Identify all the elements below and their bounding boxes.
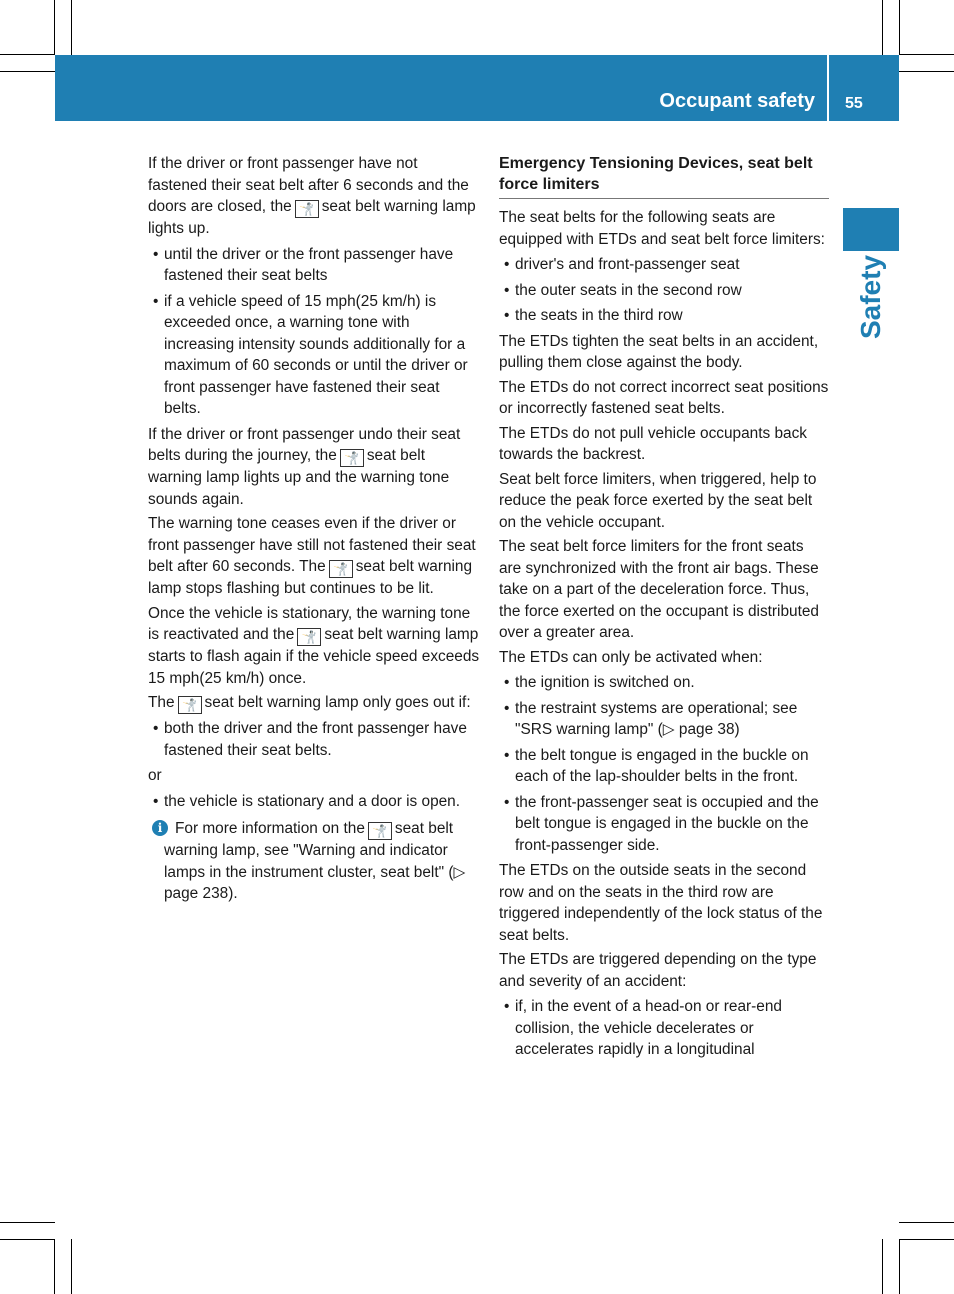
bullet-list [148,791,480,813]
seat-belt-warning-icon: 🤺 [340,449,364,467]
crop-mark [882,1239,883,1294]
page-reference-link[interactable]: page 38) [674,721,740,738]
crop-mark [54,0,55,55]
bullet-list [499,672,829,856]
list-item: • the front-passenger seat is occupied and the belt tongue is engaged in the buckle on the front-passenger side. [499,792,829,857]
page-reference-link[interactable]: page 238). [164,885,238,902]
crop-mark [0,71,55,72]
list-item: • driver's and front-passenger seat [499,254,829,276]
crop-mark [899,71,954,72]
crop-mark [71,1239,72,1294]
left-column [148,153,480,908]
paragraph: Seat belt force limiters, when triggered, help to reduce the peak force exerted by the seat belt on the vehicle occupant. [499,470,817,531]
paragraph: If the driver or front passenger have not fastened their seat belt after 6 seconds and the doors are closed, the 🤺 seat belt warning lamp lights up. [148,155,476,237]
section-title: Occupant safety [659,90,815,112]
paragraph: Once the vehicle is stationary, the warning tone is reactivated and the 🤺 seat belt warning lamp starts to flash again if the vehicle speed exceeds 15 mph(25 km/h) once. [148,604,480,687]
crop-mark [71,0,72,55]
paragraph: The ETDs can only be activated when: [499,648,763,666]
paragraph: The ETDs do not pull vehicle occupants back towards the backrest. [499,424,807,463]
list-item: • the outer seats in the second row [499,280,829,302]
triangle-ref-icon: ▷ [453,863,466,881]
crop-mark [0,1222,55,1223]
seat-belt-warning-icon: 🤺 [368,822,392,840]
crop-mark [899,1239,954,1240]
section-heading: Emergency Tensioning Devices, seat belt force limiters [499,153,829,199]
bullet-list [148,718,480,761]
or-text: or [148,767,162,784]
seat-belt-warning-icon: 🤺 [297,628,321,646]
seat-belt-warning-icon: 🤺 [295,200,319,218]
crop-mark [882,0,883,55]
crop-mark [54,1239,55,1294]
crop-mark [899,1222,954,1223]
seat-belt-warning-icon: 🤺 [178,696,202,714]
list-item: • both the driver and the front passenger have fastened their seat belts. [148,718,480,761]
crop-mark [899,0,900,55]
paragraph: The ETDs are triggered depending on the type and severity of an accident: [499,951,817,990]
chapter-label: Safety [855,254,886,340]
bullet-list [148,244,480,420]
info-icon: i [152,820,168,836]
list-item: • the seats in the third row [499,305,829,327]
crop-mark [899,54,954,55]
chapter-tab [843,208,899,251]
triangle-ref-icon: ▷ [662,721,675,738]
seat-belt-warning-icon: 🤺 [329,560,353,578]
list-item: • until the driver or the front passenger have fastened their seat belts [148,244,480,287]
paragraph: The seat belts for the following seats are equipped with ETDs and seat belt force limiters: [499,209,825,248]
list-item: • the belt tongue is engaged in the buckle on each of the lap-shoulder belts in the front. [499,745,829,788]
list-item: • if a vehicle speed of 15 mph(25 km/h) is exceeded once, a warning tone with increasing intensity sounds additionally for a maximum of 60 seconds or until the driver or front passenger have fastened their seat belts. [148,291,480,420]
list-item: • if, in the event of a head-on or rear-end collision, the vehicle decelerates or accelerates rapidly in a longitudinal [499,996,829,1061]
page-header [55,55,899,121]
page-number: 55 [845,95,863,112]
header-divider [827,55,829,121]
paragraph: The 🤺 seat belt warning lamp only goes out if: [148,694,471,712]
bullet-list [499,254,829,327]
list-item: • the restraint systems are operational; see "SRS warning lamp" (▷ page 38) [499,698,829,741]
info-note: i For more information on the 🤺 seat belt warning lamp, see "Warning and indicator lamps in the instrument cluster, seat belt" (▷ page 238). [148,818,480,905]
paragraph: The warning tone ceases even if the driver or front passenger have still not fastened their seat belt after 60 seconds. The 🤺 seat belt warning lamp stops flashing but continues to be lit. [148,515,476,597]
right-column [499,153,829,1065]
list-item: • the ignition is switched on. [499,672,829,694]
list-item: • the vehicle is stationary and a door is open. [148,791,480,813]
paragraph: If the driver or front passenger undo their seat belts during the journey, the 🤺 seat belt warning lamp lights up and the warning tone sounds again. [148,425,461,508]
paragraph: The ETDs tighten the seat belts in an accident, pulling them close against the body. [499,332,819,371]
paragraph: The ETDs do not correct incorrect seat positions or incorrectly fastened seat belts. [499,378,829,417]
bullet-list [499,996,829,1061]
crop-mark [0,1239,55,1240]
crop-mark [0,54,55,55]
paragraph: The ETDs on the outside seats in the second row and on the seats in the third row are triggered independently of the lock status of the seat belts. [499,862,823,944]
crop-mark [899,1239,900,1294]
paragraph: The seat belt force limiters for the front seats are synchronized with the front air bags. These take on a part of the deceleration force. Thus, the force exerted on the occupant is distributed over a greater area. [499,538,819,641]
